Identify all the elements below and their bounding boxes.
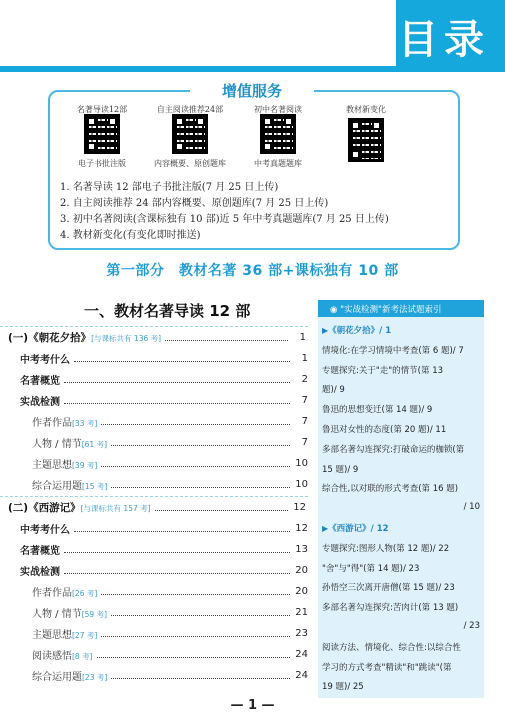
toc-entry[interactable] (10, 540, 308, 558)
qr-code-icon[interactable] (172, 114, 208, 154)
toc-entry[interactable] (10, 624, 308, 642)
toc-entry-label (10, 393, 60, 408)
qr-finder-mark (263, 117, 272, 126)
index-entry (322, 601, 482, 613)
toc-leader-dots (111, 487, 290, 488)
index-entry-text: / 10 (463, 502, 480, 513)
toc-entry-title: 中考考什么 (20, 524, 70, 536)
toc-page-number: 7 (301, 415, 308, 427)
toc-leader-dots (101, 466, 290, 467)
toc-entry-tag: [61 考] (81, 439, 108, 449)
service-item-2: 2. 自主阅读推荐 24 部内容概要、原创题库(7 月 25 日上传) (60, 198, 329, 209)
index-entry (322, 364, 482, 376)
toc-page-number: 7 (301, 394, 308, 406)
index-book-heading (322, 522, 482, 534)
toc-entry-title: 主题思想 (32, 459, 72, 471)
toc-entry[interactable] (10, 645, 308, 663)
toc-page-number: 2 (301, 373, 308, 385)
toc-leader-dots (101, 424, 290, 425)
toc-entry-title: 综合运用题 (32, 480, 82, 492)
index-entry-text: "舍"与"得"(第 14 题)/ 23 (322, 563, 420, 574)
toc-entry-label (8, 330, 161, 345)
toc-entry-label (10, 521, 70, 536)
qr-bottom-label: 内容概要、原创题库 (154, 159, 226, 168)
index-entry-text: 阅读方法、情境化、综合性:以综合性 (322, 642, 461, 653)
toc-entry-label (10, 584, 97, 599)
toc-entry-title: 名著概览 (20, 375, 60, 387)
index-entry (322, 423, 482, 435)
qr-finder-mark (196, 117, 205, 126)
toc-entry-tag: [15 考] (82, 481, 108, 491)
toc-page-number: 10 (295, 457, 308, 469)
toc-page-number: 1 (301, 352, 308, 364)
toc-book-row[interactable] (8, 498, 306, 516)
toc-entry-tag: [23 考] (82, 672, 108, 682)
toc-leader-dots (101, 594, 290, 595)
qr-finder-mark (284, 117, 293, 126)
toc-page-number: 24 (295, 669, 308, 681)
qr-top-label: 名著导读12部 (76, 105, 128, 114)
toc-entry[interactable] (10, 561, 308, 579)
toc-entry-title: 人物 / 情节 (32, 608, 82, 620)
toc-entry-label (10, 477, 107, 492)
index-entry (322, 641, 482, 653)
exam-index-panel (318, 300, 484, 698)
toc-entry-title: 名著概览 (20, 545, 60, 557)
index-entry (322, 661, 482, 673)
toc-leader-dots (74, 531, 290, 532)
service-item-1: 1. 名著导读 12 部电子书批注版(7 月 25 日上传) (60, 182, 279, 193)
toc-entry[interactable] (10, 433, 308, 451)
toc-entry[interactable] (10, 519, 308, 537)
toc-entry-label (10, 668, 107, 683)
toc-entry-title: 作者作品 (32, 417, 72, 429)
toc-leader-dots (64, 552, 290, 553)
toc-page-number: 10 (295, 478, 308, 490)
index-entry-text: 《西游记》/ 12 (328, 524, 389, 534)
toc-entry-title: 实战检测 (20, 566, 60, 578)
header-rule (0, 66, 505, 72)
toc-entry-tag: [39 考] (72, 460, 98, 470)
toc-entry-label (10, 372, 60, 387)
qr-top-label: 自主阅读推荐24部 (156, 105, 224, 114)
page-title: 目录 (398, 17, 490, 63)
toc-entry[interactable] (10, 666, 308, 684)
toc-page-number: 7 (301, 436, 308, 448)
qr-code-icon[interactable] (260, 114, 296, 154)
toc-entry-title: 阅读感悟 (32, 650, 72, 662)
index-entry-text: 15 题)/ 9 (322, 464, 359, 475)
index-entry-text: 情境化:在学习情境中考查(第 6 题)/ 7 (322, 345, 464, 356)
qr-finder-mark (351, 150, 360, 159)
index-entry (322, 680, 482, 692)
index-entry (322, 383, 482, 395)
toc-entry-title: 作者作品 (32, 587, 72, 599)
toc-entry-title: (一)《朝花夕拾》 (8, 331, 92, 344)
qr-bottom-label: 电子书批注版 (78, 159, 126, 168)
toc-entry-title: 实战检测 (20, 396, 60, 408)
location-pin-icon: ◉ (330, 305, 338, 315)
index-entry (322, 621, 480, 631)
toc-entry-label (10, 647, 93, 662)
toc-entry[interactable] (10, 603, 308, 621)
index-entry (322, 403, 482, 415)
index-entry (322, 344, 482, 356)
toc-entry-tag: [59 考] (81, 609, 108, 619)
toc-entry-tag: [8 考] (72, 651, 93, 661)
index-entry (322, 542, 482, 554)
toc-entry[interactable] (10, 349, 308, 367)
toc-entry-tag: [27 考] (72, 630, 98, 640)
toc-leader-dots (101, 636, 290, 637)
toc-divider (0, 496, 308, 497)
toc-entry-label (10, 626, 97, 641)
index-entry-text: 多部名著勾连探究:打破命运的枷锁(第 (322, 444, 465, 455)
toc-entry[interactable] (10, 370, 308, 388)
toc-entry[interactable] (10, 582, 308, 600)
toc-leader-dots (64, 382, 290, 383)
toc-page-number: 12 (295, 522, 308, 534)
toc-entry-label (10, 542, 60, 557)
qr-finder-mark (263, 142, 272, 151)
toc-leader-dots (97, 657, 290, 658)
index-book-heading (322, 324, 482, 336)
toc-entry-label (10, 456, 97, 471)
part-heading: 第一部分 教材名著 36 部+课标独有 10 部 (106, 263, 399, 279)
toc-entry-title: 综合运用题 (32, 671, 82, 683)
toc-entry-label (10, 351, 70, 366)
index-entry-text: 专题探究:关于"走"的情节(第 13 (322, 365, 444, 376)
toc-page-number: 21 (295, 606, 308, 618)
toc-leader-dots (74, 361, 290, 362)
toc-page-number: 23 (295, 627, 308, 639)
section-title: 一、教材名著导读 12 部 (84, 302, 251, 320)
toc-entry-label (8, 500, 151, 515)
toc-divider (0, 326, 308, 327)
qr-code-icon[interactable] (84, 114, 120, 154)
services-title: 增值服务 (190, 80, 314, 102)
toc-entry-title: 人物 / 情节 (32, 438, 82, 450)
toc-book-row[interactable] (8, 328, 306, 346)
toc-entry[interactable] (10, 391, 308, 409)
index-entry-text: 鲁迅对女性的态度(第 20 题)/ 11 (322, 425, 447, 435)
index-entry-text: 多部名著勾连探究:苦肉计(第 13 题) (322, 603, 459, 614)
service-item-3: 3. 初中名著阅读(含课标独有 10 部)近 5 年中考真题题库(7 月 25 日上传) (60, 214, 389, 225)
qr-finder-mark (108, 117, 117, 126)
qr-finder-mark (175, 117, 184, 126)
index-entry-text: 学习的方式考查"精读"和"跳读"(第 (322, 662, 452, 673)
index-entry (322, 581, 482, 593)
triangle-bullet-icon: ▶ (322, 326, 329, 335)
index-entry-text: 综合性,以对联的形式考查(第 16 题) (322, 484, 459, 495)
toc-entry-tag: [与课标共有 157 考] (80, 503, 151, 513)
toc-entry-tag: [26 考] (72, 588, 98, 598)
toc-entry-title: 主题思想 (32, 629, 72, 641)
toc-entry-label (10, 605, 107, 620)
index-entry-text: / 23 (463, 621, 480, 631)
exam-index-panel-title: ◉ "实战检测"新考法试题索引 (330, 305, 442, 315)
index-entry-text: 专题探究:图形人物(第 12 题)/ 22 (322, 543, 450, 554)
triangle-bullet-icon: ▶ (322, 524, 329, 533)
qr-top-label: 初中名著阅读 (254, 105, 302, 114)
toc-entry-label (10, 414, 97, 429)
toc-leader-dots (155, 510, 288, 511)
page-number: — 1 — (230, 698, 275, 713)
toc-entry-label (10, 563, 60, 578)
qr-bottom-label: 中考真题题库 (254, 159, 302, 168)
index-entry (322, 502, 480, 512)
index-entry (322, 463, 482, 475)
toc-leader-dots (111, 678, 290, 679)
toc-page-number: 13 (295, 543, 308, 555)
toc-page-number: 12 (293, 501, 306, 513)
qr-finder-mark (351, 121, 360, 130)
toc-leader-dots (111, 445, 290, 446)
index-entry-text: 孙悟空三次离开唐僧(第 15 题)/ 23 (322, 583, 455, 594)
index-entry-text: 题)/ 9 (322, 385, 345, 396)
toc-leader-dots (165, 340, 288, 341)
toc-page-number: 24 (295, 648, 308, 660)
toc-entry-label (10, 435, 107, 450)
toc-entry[interactable] (10, 475, 308, 493)
qr-finder-mark (372, 121, 381, 130)
toc-entry[interactable] (10, 412, 308, 430)
qr-code-icon[interactable] (348, 118, 384, 162)
toc-page-number: 1 (299, 331, 306, 343)
index-entry-text: 鲁迅的思想变迁(第 14 题)/ 9 (322, 405, 433, 416)
service-item-4: 4. 教材新变化(有变化即时推送) (60, 230, 201, 241)
qr-finder-mark (175, 142, 184, 151)
toc-entry-title: (二)《西游记》 (8, 501, 81, 514)
index-entry-text: 《朝花夕拾》/ 1 (328, 326, 392, 336)
toc-entry[interactable] (10, 454, 308, 472)
toc-entry-title: 中考考什么 (20, 354, 70, 366)
index-entry (322, 443, 482, 455)
toc-leader-dots (111, 615, 290, 616)
toc-leader-dots (64, 403, 290, 404)
toc-entry-tag: [与课标共有 136 考] (91, 333, 162, 343)
toc-page-number: 20 (295, 564, 308, 576)
index-entry (322, 482, 482, 494)
qr-finder-mark (87, 142, 96, 151)
index-entry (322, 562, 482, 574)
index-entry-text: 19 题)/ 25 (322, 682, 364, 693)
toc-entry-tag: [33 考] (72, 418, 98, 428)
toc-page-number: 20 (295, 585, 308, 597)
toc-leader-dots (64, 573, 290, 574)
qr-top-label: 教材新变化 (346, 105, 386, 114)
qr-finder-mark (87, 117, 96, 126)
